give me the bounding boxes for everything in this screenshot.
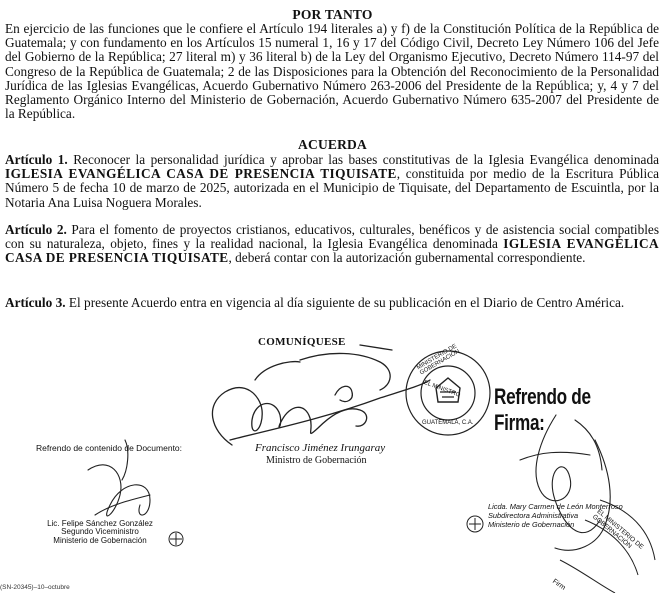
left-signer-role: Segundo Viceministro (61, 527, 139, 537)
articulo-3-text: El presente Acuerdo entra en vigencia al día siguiente de su publicación en el Diario de Centro América. (65, 295, 625, 310)
por-tanto-paragraph: En ejercicio de las funciones que le confiere el Artículo 194 literales a) y f) de la Constitución Política de la República de Guatemala; y con fundamento en los Artículos 15 numeral 1, 16 y 17 del Código Civil, Decreto Ley Número 106 del Jefe del Gobierno de la República; 27 literal m) y 36 literal b) de la Ley del Organismo Ejecutivo, Decreto Número 114-97 del Congreso de la República de Guatemala; 2 de las Disposiciones para la Obtención del Reconocimiento de la Personalidad Jurídica de las Iglesias Evangélicas, Acuerdo Gubernativo Número 263-2006 del Presidente de la República; y, 4 y 7 del Reglamento Orgánico Interno del Ministerio de Gobernación, Acuerdo Gubernativo Número 635-2007 del Presidente de la República. (5, 21, 659, 122)
articulo-2-text-a: Para el fomento de proyectos cristianos, educativos, culturales, benéficos y de asistencia social compatibles con su naturaleza, objeto, fines y la realidad nacional, la Iglesia Evangélica denominada (5, 222, 659, 252)
articulo-2-paragraph (5, 223, 659, 266)
right-signer-ministry: Ministerio de Gobernación (488, 519, 575, 529)
footer-publication-code: (SN-20345)–10–octubre (0, 584, 70, 591)
articulo-3-paragraph (5, 296, 659, 310)
comuniquese-label: COMUNÍQUESE (258, 336, 346, 348)
refrendo-de-contenido-label: Refrendo de contenido de Documento: (36, 443, 183, 453)
articulo-2-label: Artículo 2. (5, 222, 67, 237)
minister-signature (212, 345, 430, 445)
seal-ring-text: MINISTERIO DE GOBERNACIÓN (416, 343, 461, 377)
por-tanto-heading: POR TANTO (292, 7, 373, 22)
articulo-2-church-name: IGLESIA EVANGÉLICA CASA DE PRESENCIA TIQUISATE (5, 236, 659, 266)
articulo-1-text-b: , constituida por medio de la Escritura Pública Número 5 de fecha 10 de marzo de 2025, autorizada en el Municipio de Tiquisate, del Departamento de Escuintla, por la Notaria Ana Luisa Noguera Morales. (5, 166, 659, 210)
left-signer-ministry: Ministerio de Gobernación (53, 535, 147, 545)
right-signer-role: Subdirectora Administrativa (488, 510, 579, 520)
articulo-1-label: Artículo 1. (5, 152, 68, 167)
seal-inner-text: EL MINISTRO (422, 380, 461, 399)
left-crest (169, 532, 183, 546)
left-signer-block (40, 520, 160, 545)
minister-title: Ministro de Gobernación (266, 455, 367, 466)
refrendo-de-firma-label: Refrendo de Firma: (494, 384, 591, 435)
minister-name: Francisco Jiménez Irungaray (255, 442, 386, 454)
right-stamp-text: EL MINISTERIO DE GOBERNACIÓN (591, 508, 645, 551)
articulo-2-text-b: , deberá contar con la autorización gubernamental correspondiente. (228, 250, 586, 266)
articulo-3-label: Artículo 3. (5, 295, 66, 310)
left-signer-name: Lic. Felipe Sánchez González (47, 519, 153, 528)
articulo-1-text-a: Reconocer la personalidad jurídica y aprobar las bases constitutivas de la Iglesia Evangélica denominada (67, 152, 659, 167)
articulo-1-paragraph (5, 153, 659, 210)
articulo-1-church-name: IGLESIA EVANGÉLICA CASA DE PRESENCIA TIQUISATE (5, 166, 397, 182)
right-crest (467, 516, 483, 532)
bottom-right-note: Firm (550, 578, 567, 592)
seal-bottom-text: GUATEMALA, C.A. (422, 420, 474, 426)
acuerda-heading: ACUERDA (298, 137, 367, 152)
right-signer-name: Licda. Mary Carmen de León Monterroso (488, 502, 623, 511)
